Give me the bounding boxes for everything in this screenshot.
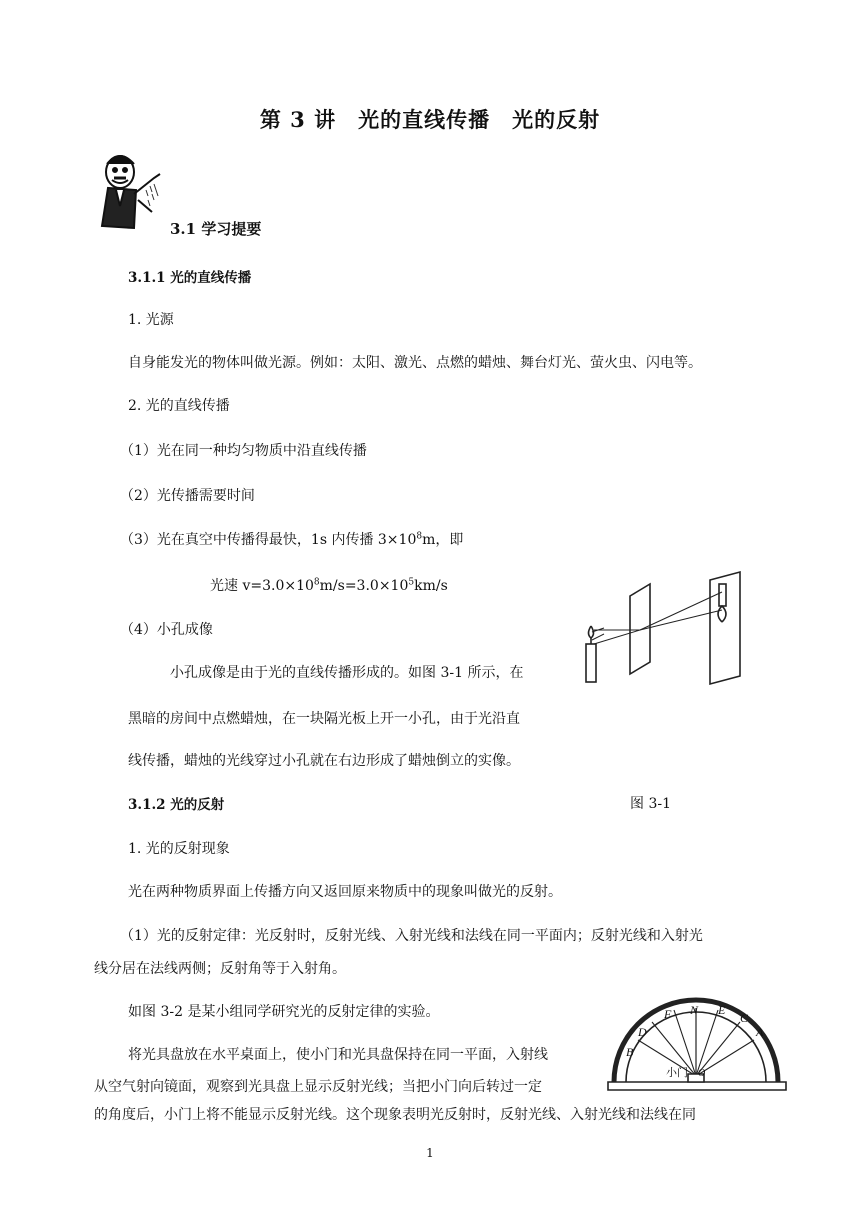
paragraph-line: 从空气射向镜面，观察到光具盘上显示反射光线；当把小门向后转过一定 (94, 1079, 542, 1095)
page-number: 1 (426, 1146, 434, 1160)
paragraph-line: （3）光在真空中传播得最快，1s 内传播 $3\times 10^8m$，即 (120, 531, 464, 548)
paragraph-line: （1）光在同一种均匀物质中沿直线传播 (120, 443, 367, 459)
paragraph-line: （4）小孔成像 (120, 622, 213, 638)
paragraph-line: （1）光的反射定律：光反射时，反射光线、入射光线和法线在同一平面内；反射光线和入射光 (120, 928, 703, 944)
label-o: O (698, 1068, 706, 1079)
paragraph-line: 光在两种物质界面上传播方向又返回原来物质中的现象叫做光的反射。 (128, 884, 562, 900)
paragraph-line: 1. 光的反射现象 (128, 841, 230, 857)
paragraph-line: 1. 光源 (128, 312, 174, 328)
label-d: D (638, 1025, 647, 1039)
label-e: E (718, 1003, 726, 1017)
paragraph-line: 线分居在法线两侧；反射角等于入射角。 (94, 961, 346, 977)
pinhole-camera-figure (570, 570, 750, 690)
paragraph-line: （2）光传播需要时间 (120, 488, 255, 504)
subsection-heading: 3.1.1 光的直线传播 (128, 270, 252, 286)
paragraph-line: 如图 3-2 是某小组同学研究光的反射定律的实验。 (128, 1004, 440, 1020)
label-n: N (690, 1003, 699, 1017)
paragraph-line: 自身能发光的物体叫做光源。例如：太阳、激光、点燃的蜡烛、舞台灯光、萤火虫、闪电等。 (128, 355, 702, 371)
paragraph-line: 小孔成像是由于光的直线传播形成的。如图 3-1 所示，在 (170, 665, 524, 681)
paragraph-line: 将光具盘放在水平桌面上，使小门和光具盘保持在同一平面，入射线 (128, 1047, 548, 1063)
optical-disk-figure (604, 952, 790, 1098)
subsection-heading: 3.1.2 光的反射 (128, 797, 225, 813)
figure-caption: 图 3-1 (630, 796, 671, 812)
paragraph-line: 黑暗的房间中点燃蜡烛，在一块隔光板上开一小孔，由于光沿直 (128, 711, 520, 727)
paragraph-line: 的角度后，小门上将不能显示反射光线。这个现象表明光反射时，反射光线、入射光线和法线在同 (94, 1107, 696, 1123)
label-c: C (740, 1011, 749, 1025)
label-f: F (664, 1007, 672, 1021)
page-title: 第 3 讲 光的直线传播 光的反射 (259, 107, 601, 132)
paragraph-line: 2. 光的直线传播 (128, 398, 230, 414)
section-heading: 3.1 学习提要 (170, 220, 262, 238)
label-a: A (756, 1025, 764, 1039)
label-b: B (626, 1045, 634, 1059)
speed-formula: 光速 $v=3.0\times 10^8m/s=3.0\times 10^5km/s$ (210, 577, 448, 594)
paragraph-line: 线传播，蜡烛的光线穿过小孔就在右边形成了蜡烛倒立的实像。 (128, 753, 520, 769)
pointing-man-illustration (94, 150, 168, 234)
door-label: 小门 (666, 1066, 688, 1079)
